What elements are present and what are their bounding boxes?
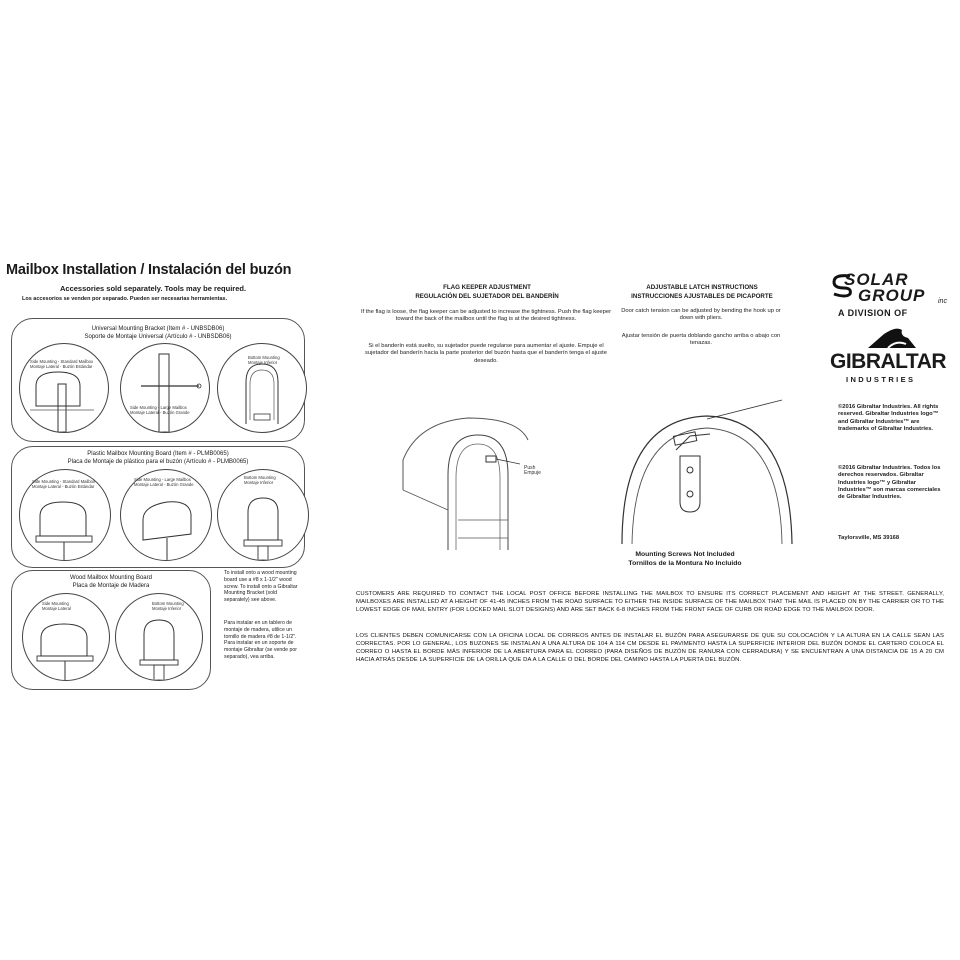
- latch-instructions-es: Ajustar tensión de puerta doblando gancho arriba o abajo con tenazas.: [621, 333, 781, 347]
- division-text: A DIVISION OF: [838, 308, 908, 318]
- panel-universal-bracket: [11, 318, 305, 442]
- panel-title-en: Universal Mounting Bracket (Item # - UNBSDB06): [91, 326, 225, 332]
- label-side-mount: Side Mounting - Standard Mailbox Montaje Lateral - Buzón Estándar: [30, 359, 94, 369]
- accessories-note-en: Accessories sold separately. Tools may be required.: [60, 284, 247, 293]
- latch-header-en: ADJUSTABLE LATCH INSTRUCTIONS: [646, 284, 758, 291]
- flag-keeper-header-es: REGULACIÓN DEL SUJETADOR DEL BANDERÍN: [415, 293, 559, 300]
- panel-title-en: Plastic Mailbox Mounting Board (Item # - PLMB0065): [87, 451, 229, 457]
- gibraltar-wordmark: GIBRALTAR: [830, 350, 947, 373]
- copyright-es: ©2016 Gibraltar Industries. Todos los derechos reservados. Gibraltar Industries logo™ y Gibraltar Industries™ son marcas comerciales de Gibraltar Industries.: [838, 465, 941, 501]
- mounting-screws-note-en: Mounting Screws Not Included: [635, 551, 735, 558]
- illustration-side-mount-standard: [19, 343, 109, 433]
- height-notice-en: CUSTOMERS ARE REQUIRED TO CONTACT THE LOCAL POST OFFICE BEFORE INSTALLING THE MAILBOX TO ENSURE ITS CORRECT PLACEMENT AND HEIGHT AT THE STREET. GENERALLY, MAILBOXES ARE INSTALLED AT A HEIGHT OF 41-45 INCHES FROM THE ROAD SURFACE TO EITHER THE INSIDE SURFACE OF THE MAILBOX THAT THE MAIL IS PLACED ON BY THE CARRIER OR TO THE LOWEST EDGE OF MAIL ENTRY (FOR LOCKED MAIL SLOT DESIGNS) AND ARE SET BACK 6-8 INCHES FROM THE FRONT FACE OF CURB OR ROAD EDGE TO THE MAILBOX DOOR.: [356, 591, 944, 613]
- panel-title-en: Wood Mailbox Mounting Board: [70, 575, 152, 581]
- mounting-screws-note-es: Tornillos de la Montura No Incluido: [628, 560, 742, 567]
- panel-title-es: Placa de Montaje de plástico para el buzón (Artículo # - PLMB0065): [67, 459, 249, 465]
- label-side-mount: Side Mounting Montaje Lateral: [42, 601, 71, 611]
- latch-header-es: INSTRUCCIONES AJUSTABLES DE PICAPORTE: [631, 293, 773, 300]
- panel-plastic-board: [11, 446, 305, 568]
- flag-keeper-instructions-en: If the flag is loose, the flag keeper can be adjusted to increase the tightness. Push the flag keeper toward the back of the mailbox until the flag is at the desired tightness.: [360, 309, 612, 323]
- wood-install-note-es: Para instalar en un tablero de montaje de madera, utilice un tornillo de madera #8 de 1-1/2". Para instalar en un soporte de montaje Gibraltar (se vende por separado), vea arriba.: [224, 620, 297, 660]
- group-wordmark: GROUP: [858, 286, 926, 305]
- flag-keeper-instructions-es: Si el banderín está suelto, su sujetador puede regularse para aumentar el ajuste. Empuje el sujetador del banderín hacia la parte posterior del buzón hasta que el banderín tenga el ajuste deseado.: [364, 343, 608, 364]
- copyright-en: ©2016 Gibraltar Industries. All rights reserved. Gibraltar Industries logo™ and Gibraltar Industries™ are trademarks of Gibraltar Industries.: [838, 404, 939, 432]
- label-side-mount-large: Side Mounting - Large Mailbox Montaje Lateral - Buzón Grande: [134, 477, 194, 487]
- wood-install-note-en: To install onto a wood mounting board use a #8 x 1-1/2" wood screw. To install onto a Gibraltar Mounting Bracket (sold separately) see above.: [224, 570, 298, 604]
- label-top-mount: Bottom Mounting Montaje Inferior: [152, 601, 184, 611]
- height-notice-es: LOS CLIENTES DEBEN COMUNICARSE CON LA OFICINA LOCAL DE CORREOS ANTES DE INSTALAR EL BUZÓN PARA ASEGURARSE DE QUE SU COLOCACIÓN Y LA ALTURA EN LA CALLE SEAN LAS CORRECTAS. POR LO GENERAL, LOS BUZONES SE INSTALAN A UNA ALTURA DE 104 A 114 CM DESDE EL PAVIMENTO HASTA LA SUPERFICIE INTERIOR DEL BUZÓN DONDE EL CARTERO COLOCA EL CORREO O HASTA EL BORDE MÁS INFERIOR DE LA ABERTURA PARA EL CORREO (PARA DISEÑOS DE BUZÓN DE RANURA CON CERRADURA) Y SE ENCUENTRAN A UNA DISTANCIA DE 15 A 20 CM HACIA ATRÁS DESDE LA SUPERFICIE DE LA ORILLA QUE DA A LA CALLE O DEL BORDE DEL CAMINO HASTA LA PUERTA DEL BUZÓN.: [356, 633, 944, 663]
- gibraltar-logo: [830, 324, 954, 394]
- accessories-note-es: Los accesorios se venden por separado. Pueden ser necesarias herramientas.: [22, 296, 228, 302]
- label-top-mount: Bottom Mounting Montaje Inferior: [244, 475, 276, 485]
- flag-keeper-diagram: [398, 400, 538, 560]
- push-label: Push Empuje: [524, 465, 541, 476]
- industries-wordmark: INDUSTRIES: [846, 375, 916, 384]
- illustration-side-mount-large: [120, 343, 210, 433]
- panel-wood-board: [11, 570, 211, 690]
- page-title: Mailbox Installation / Instalación del buzón: [6, 262, 292, 278]
- panel-title-es: Soporte de Montaje Universal (Artículo # - UNBSDB06): [84, 334, 232, 340]
- solar-wordmark: SOLAR: [844, 270, 909, 289]
- latch-diagram: [612, 394, 802, 544]
- label-side-mount: Side Mounting - Standard Mailbox Montaje Lateral - Buzón Estándar: [32, 479, 96, 489]
- bracket-icon: [121, 344, 209, 432]
- flag-keeper-header-en: FLAG KEEPER ADJUSTMENT: [443, 284, 531, 291]
- latch-instructions-en: Door catch tension can be adjusted by bending the hook up or down with pliers.: [621, 308, 781, 322]
- label-top-mount: Bottom Mounting Montaje Inferior: [248, 355, 280, 365]
- address: Taylorsville, MS 39168: [838, 535, 900, 541]
- label-side-mount-large: Side Mounting - Large Mailbox Montaje Lateral - Buzón Grande: [130, 405, 190, 415]
- solar-group-logo: [830, 270, 954, 322]
- panel-title-es: Placa de Montaje de Madera: [72, 583, 150, 589]
- mailbox-side-icon: [20, 344, 108, 432]
- gibraltar-rock-icon: [866, 324, 918, 350]
- inc-mark: inc: [938, 298, 947, 305]
